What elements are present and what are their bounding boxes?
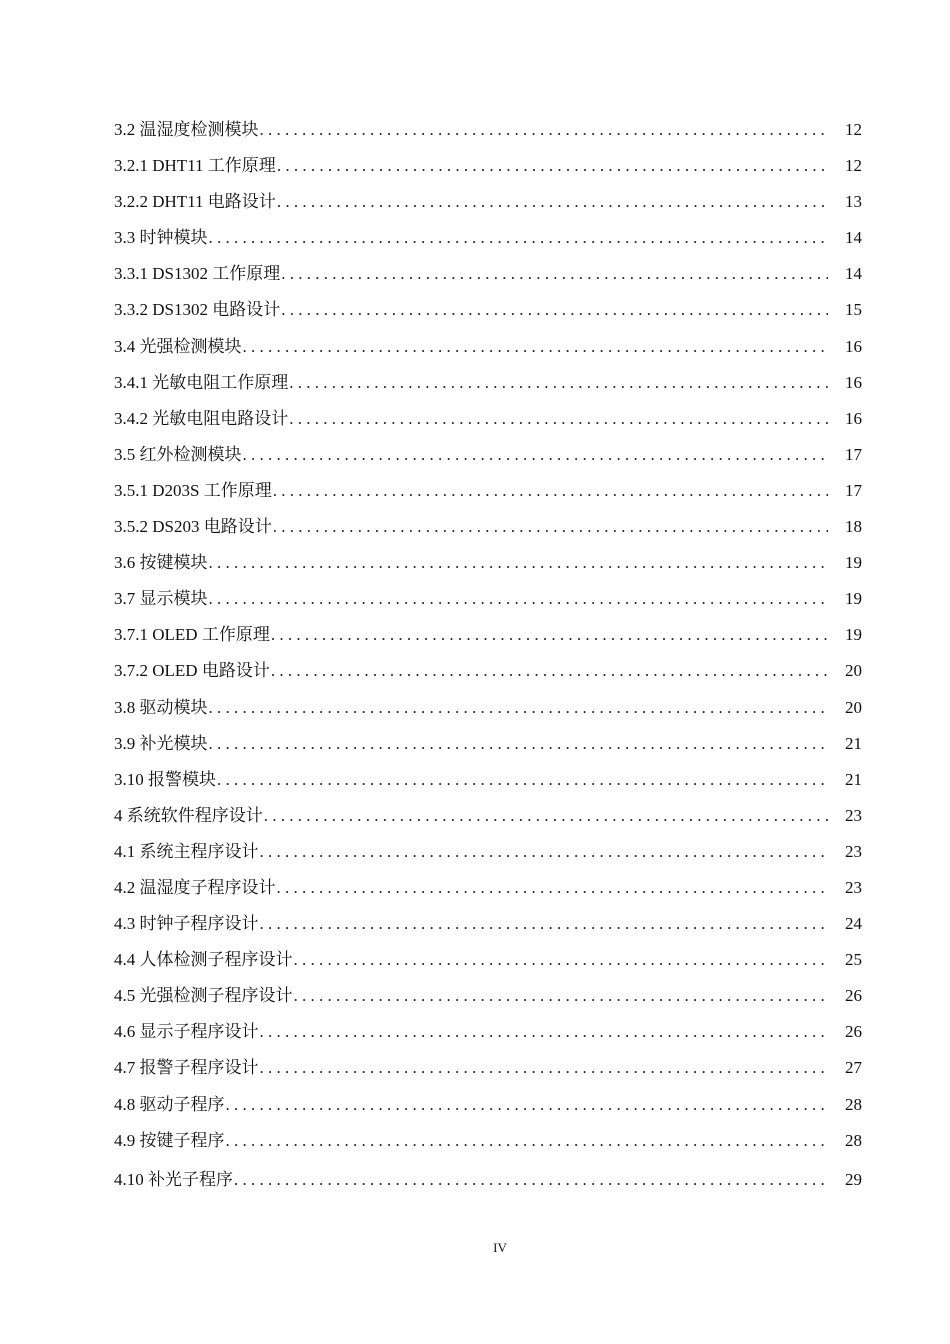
- toc-entry[interactable]: [114, 473, 862, 509]
- toc-entry-page: 14: [845, 264, 862, 284]
- toc-entry-page: 28: [845, 1094, 862, 1114]
- toc-entry[interactable]: [114, 762, 862, 798]
- toc-entry-title: 3.7.1 OLED 工作原理: [114, 625, 270, 645]
- toc-entry-page: 19: [845, 589, 862, 609]
- toc-dot-leader: [209, 545, 829, 581]
- toc-entry-page: 20: [845, 661, 862, 681]
- toc-dot-leader: [243, 329, 829, 365]
- toc-entry[interactable]: [114, 545, 862, 581]
- toc-dot-leader: [273, 509, 828, 545]
- toc-entry-title: 3.2.1 DHT11 工作原理: [114, 156, 276, 176]
- toc-dot-leader: [294, 942, 829, 978]
- toc-entry[interactable]: [114, 653, 862, 689]
- toc-entry-title: 3.9 补光模块: [114, 733, 208, 753]
- toc-entry-page: 12: [845, 120, 862, 139]
- toc-entry[interactable]: [114, 798, 862, 834]
- toc-entry[interactable]: [114, 906, 862, 942]
- toc-entry-page: 19: [845, 625, 862, 645]
- toc-dot-leader: [260, 834, 829, 870]
- toc-entry-title: 3.10 报警模块: [114, 769, 216, 789]
- toc-entry[interactable]: [114, 581, 862, 617]
- toc-entry[interactable]: [114, 1123, 862, 1159]
- toc-entry[interactable]: [114, 617, 862, 653]
- toc-entry-page: 21: [845, 733, 862, 753]
- toc-dot-leader: [277, 184, 828, 220]
- page-number: IV: [493, 1240, 507, 1255]
- toc-dot-leader: [260, 906, 829, 942]
- toc-dot-leader: [226, 1087, 829, 1123]
- toc-entry-page: 27: [845, 1058, 862, 1078]
- toc-entry-page: 26: [845, 1022, 862, 1042]
- toc-entry[interactable]: [114, 256, 862, 292]
- toc-entry-title: 3.3.1 DS1302 工作原理: [114, 264, 281, 284]
- toc-entry-title: 3.4 光强检测模块: [114, 336, 242, 356]
- toc-entry-page: 29: [845, 1169, 862, 1189]
- toc-dot-leader: [209, 690, 829, 726]
- toc-entry-page: 17: [845, 444, 862, 464]
- toc-entry[interactable]: [114, 365, 862, 401]
- toc-dot-leader: [243, 437, 829, 473]
- toc-entry[interactable]: [114, 942, 862, 978]
- toc-entry-title: 3.6 按键模块: [114, 553, 208, 573]
- toc-entry-title: 4.1 系统主程序设计: [114, 841, 259, 861]
- toc-entry-title: 4.8 驱动子程序: [114, 1094, 225, 1114]
- toc-dot-leader: [209, 220, 829, 256]
- toc-entry-title: 3.7 显示模块: [114, 589, 208, 609]
- toc-entry[interactable]: [114, 148, 862, 184]
- toc-entry-title: 3.5.1 D203S 工作原理: [114, 480, 272, 500]
- toc-entry-title: 3.2 温湿度检测模块: [114, 120, 259, 139]
- toc-entry[interactable]: [114, 726, 862, 762]
- toc-entry-page: 25: [845, 950, 862, 970]
- toc-dot-leader: [281, 292, 828, 328]
- toc-dot-leader: [294, 978, 829, 1014]
- toc-dot-leader: [209, 581, 829, 617]
- toc-entry-title: 3.5 红外检测模块: [114, 444, 242, 464]
- toc-entry-title: 4.4 人体检测子程序设计: [114, 950, 293, 970]
- toc-dot-leader: [271, 653, 828, 689]
- toc-entry[interactable]: [114, 870, 862, 906]
- toc-entry-title: 4.10 补光子程序: [114, 1169, 233, 1189]
- toc-entry-page: 26: [845, 986, 862, 1006]
- toc-entry-page: 14: [845, 228, 862, 248]
- toc-entry[interactable]: [114, 401, 862, 437]
- toc-entry-page: 19: [845, 553, 862, 573]
- toc-dot-leader: [217, 762, 828, 798]
- toc-entry[interactable]: [114, 220, 862, 256]
- toc-entry-title: 3.5.2 DS203 电路设计: [114, 517, 272, 537]
- toc-dot-leader: [289, 365, 828, 401]
- toc-entry-title: 4 系统软件程序设计: [114, 805, 263, 825]
- toc-entry-page: 16: [845, 372, 862, 392]
- toc-dot-leader: [260, 1014, 829, 1050]
- toc-dot-leader: [277, 148, 828, 184]
- toc-dot-leader: [209, 726, 829, 762]
- toc-dot-leader: [277, 870, 829, 906]
- toc-entry-page: 23: [845, 841, 862, 861]
- toc-entry-page: 20: [845, 697, 862, 717]
- toc-entry-title: 4.5 光强检测子程序设计: [114, 986, 293, 1006]
- toc-entry[interactable]: [114, 690, 862, 726]
- toc-entry[interactable]: [114, 1162, 862, 1198]
- toc-entry[interactable]: [114, 834, 862, 870]
- toc-entry[interactable]: [114, 1050, 862, 1086]
- toc-entry-title: 3.7.2 OLED 电路设计: [114, 661, 270, 681]
- toc-entry-page: 17: [845, 480, 862, 500]
- toc-entry[interactable]: [114, 509, 862, 545]
- toc-entry-title: 4.2 温湿度子程序设计: [114, 877, 276, 897]
- toc-dot-leader: [273, 473, 828, 509]
- toc-entry[interactable]: [114, 1014, 862, 1050]
- toc-dot-leader: [226, 1123, 829, 1159]
- toc-entry-title: 4.7 报警子程序设计: [114, 1058, 259, 1078]
- toc-entry[interactable]: [114, 292, 862, 328]
- toc-entry-page: 18: [845, 517, 862, 537]
- toc-entry[interactable]: [114, 329, 862, 365]
- toc-entry-page: 24: [845, 914, 862, 934]
- toc-dot-leader: [260, 112, 829, 148]
- toc-entry[interactable]: [114, 112, 862, 148]
- toc-entry-page: 16: [845, 408, 862, 428]
- toc-entry-title: 3.2.2 DHT11 电路设计: [114, 192, 276, 212]
- toc-entry-title: 3.4.1 光敏电阻工作原理: [114, 372, 289, 392]
- toc-entry-title: 3.3.2 DS1302 电路设计: [114, 300, 281, 320]
- toc-entry-page: 12: [845, 156, 862, 176]
- toc-entry-title: 4.3 时钟子程序设计: [114, 914, 259, 934]
- toc-entry-page: 13: [845, 192, 862, 212]
- toc-entry-page: 21: [845, 769, 862, 789]
- toc-dot-leader: [234, 1162, 828, 1198]
- toc-entry-page: 23: [845, 805, 862, 825]
- toc-entry[interactable]: [114, 1087, 862, 1123]
- toc-entry-title: 3.4.2 光敏电阻电路设计: [114, 408, 289, 428]
- toc-entry-title: 3.3 时钟模块: [114, 228, 208, 248]
- table-of-contents: [114, 112, 862, 1198]
- toc-dot-leader: [271, 617, 828, 653]
- toc-entry-page: 15: [845, 300, 862, 320]
- toc-dot-leader: [264, 798, 828, 834]
- toc-dot-leader: [260, 1050, 829, 1086]
- toc-entry-title: 4.9 按键子程序: [114, 1130, 225, 1150]
- toc-entry[interactable]: [114, 978, 862, 1014]
- toc-dot-leader: [289, 401, 828, 437]
- toc-entry-page: 16: [845, 336, 862, 356]
- toc-entry-page: 23: [845, 877, 862, 897]
- toc-entry-title: 3.8 驱动模块: [114, 697, 208, 717]
- toc-entry[interactable]: [114, 437, 862, 473]
- toc-entry[interactable]: [114, 184, 862, 220]
- toc-entry-title: 4.6 显示子程序设计: [114, 1022, 259, 1042]
- toc-entry-page: 28: [845, 1130, 862, 1150]
- toc-dot-leader: [281, 256, 828, 292]
